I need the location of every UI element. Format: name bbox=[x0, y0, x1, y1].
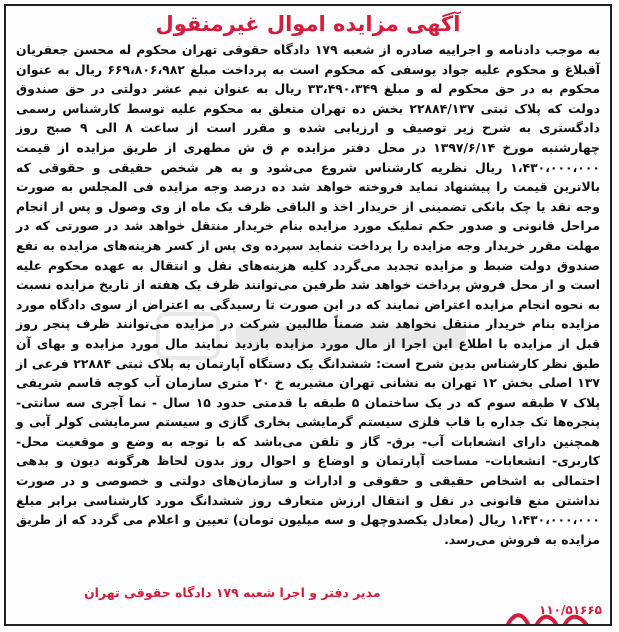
notice-title: آگهی مزایده اموال غیرمنقول bbox=[155, 12, 461, 36]
reference-number: ۱۱۰/۵۱۶۶۵ bbox=[539, 603, 602, 617]
signature-line: مدیر دفتر و اجرا شعبه ۱۷۹ دادگاه حقوقی تهران bbox=[84, 585, 381, 600]
red-stamp-mark bbox=[502, 608, 592, 626]
notice-body: به موجب دادنامه و اجراییه صادره از شعبه ۱۷۹ دادگاه حقوقی تهران محکوم له محسن جعفریان آقبلاغ و محکوم علیه جواد یوسفی که محکوم است به پرداخت مبلغ ۶۶۹،۸۰۶،۹۸۲ ریال به عنوان محکوم به در حق محکوم له و مبلغ ۳۳،۴۹۰،۳۴۹ ریال به عنوان نیم عشر دولتی در حق صندوق دولت که پلاک ثبتی ۲۲۸۸۴/۱۳۷ بخش ده تهران متعلق به محکوم علیه توسط کارشناس رسمی دادگستری به شرح زیر توصیف و ارزیابی شده و مقرر است از ساعت ۸ الی ۹ صبح روز چهارشنبه مورخ ۱۳۹۷/۶/۱۴ در محل دفتر مزایده م ق ش مطهری از طریق مزایده از قیمت ۱،۴۳۰،۰۰۰،۰۰۰ ریال نظریه کارشناس شروع می‌شود و به هر شخص حقیقی و حقوقی که بالاترین قیمت را پیشنهاد نماید فروخته خواهد شد ده درصد وجه مزایده فی المجلس به صورت وجه نقد یا چک بانکی تضمینی از خریدار اخذ و الباقی ظرف یک ماه از وی وصول و پس از انجام مراحل قانونی و صدور حکم تملیک مورد مزایده بنام خریدار منتقل خواهد شد در صورتی که در مهلت مقرر خریدار وجه مزایده را پرداخت ننماید سپرده وی پس از کسر هزینه‌های مزایده به نفع صندوق دولت ضبط و مزایده تجدید می‌گردد کلیه هزینه‌های نقل و انتقال به عهده محکوم علیه است و از محل فروش پرداخت خواهد شد طرفین می‌توانند ظرف یک هفته از تاریخ مزایده نسبت به نحوه انجام مزایده اعتراض نمایند که در این صورت تا رسیدگی به اعتراض از سوی دادگاه مورد مزایده بنام خریدار منتقل نخواهد شد ضمناً طالبین شرکت در مزایده می‌توانند ظرف پنجر روز قبل از مزایده با اطلاع این اجرا از مال مورد مزایده بازدید نمایند مال مورد مزایده و بهای آن طبق نظر کارشناس بدین شرح است: ششدانگ یک دستگاه آپارتمان به پلاک ثبتی ۲۲۸۸۴ فرعی از ۱۳۷ اصلی بخش ۱۲ تهران به نشانی تهران مشیریه خ ۲۰ متری سازمان آب کوچه قاسم شریفی پلاک ۷ طبقه سوم که در یک ساختمان ۵ طبقه با قدمتی حدود ۱۵ سال - نما آجری سه سانتی- پنجره‌ها تک جداره با قاب فلزی سیستم گرمایشی بخاری گازی و سیستم سرمایشی کولر آبی و همچنین دارای انشعابات آب- برق- گاز و تلفن می‌باشد که با توجه به وضع و موقعیت محل- کاربری- انشعابات- مساحت آپارتمان و اوضاع و احوال روز بدون لحاظ هرگونه دیون و بدهی احتمالی به اشخاص حقیقی و حقوقی و ادارات و سازمان‌های دولتی و خصوصی و در صورت نداشتن منع قانونی در نقل و انتقال ارزش متعارف روز ششدانگ مورد کارشناسی برابر مبلغ ۱،۴۳۰،۰۰۰،۰۰۰ ریال (معادل یکصدوچهل و سه میلیون تومان) تعیین و اعلام می گردد که از طریق مزایده به فروش می‌رسد. bbox=[16, 42, 601, 547]
notice-box bbox=[4, 4, 612, 626]
